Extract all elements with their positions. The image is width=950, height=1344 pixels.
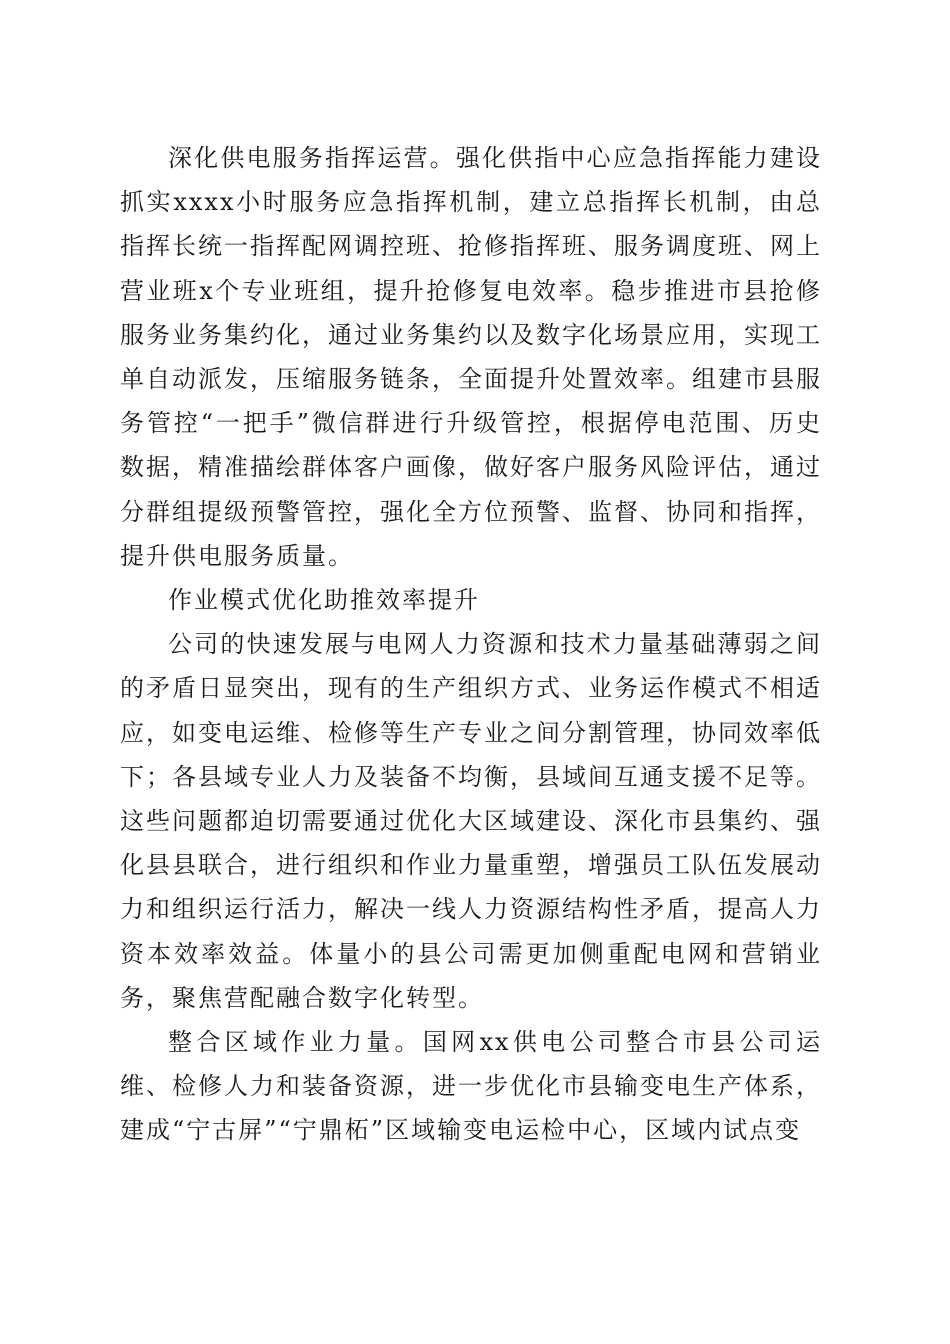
paragraph-regional-integration: 整合区域作业力量。国网xx供电公司整合市县公司运维、检修人力和装备资源，进一步优化市县输变电生产体系，建成“宁古屏”“宁鼎柘”区域输变电运检中心，区域内试点变 bbox=[120, 1028, 822, 1145]
section-heading-work-mode: 作业模式优化助推效率提升 bbox=[168, 586, 480, 615]
paragraph-power-supply-command: 深化供电服务指挥运营。强化供指中心应急指挥能力建设抓实xxxx小时服务应急指挥机制，建立总指挥长机制，由总指挥长统一指挥配网调控班、抢修指挥班、服务调度班、网上营业班x个专业班组，提升抢修复电效率。稳步推进市县抢修服务业务集约化，通过业务集约以及数字化场景应用，实现工单自动派发，压缩服务链条，全面提升处置效率。组建市县服务管控“一把手”微信群进行升级管控，根据停电范围、历史数据，精准描绘群体客户画像，做好客户服务风险评估，通过分群组提级预警管控，强化全方位预警、监督、协同和指挥，提升供电服务质量。 bbox=[120, 144, 822, 570]
paragraph-company-development: 公司的快速发展与电网人力资源和技术力量基础薄弱之间的矛盾日显突出，现有的生产组织方式、业务运作模式不相适应，如变电运维、检修等生产专业之间分割管理，协同效率低下；各县域专业人力及装备不均衡，县域间互通支援不足等。这些问题都迫切需要通过优化大区域建设、深化市县集约、强化县县联合，进行组织和作业力量重塑，增强员工队伍发展动力和组织运行活力，解决一线人力资源结构性矛盾，提高人力资本效率效益。体量小的县公司需更加侧重配电网和营销业务，聚焦营配融合数字化转型。 bbox=[120, 630, 822, 1012]
document-body bbox=[120, 136, 822, 1153]
